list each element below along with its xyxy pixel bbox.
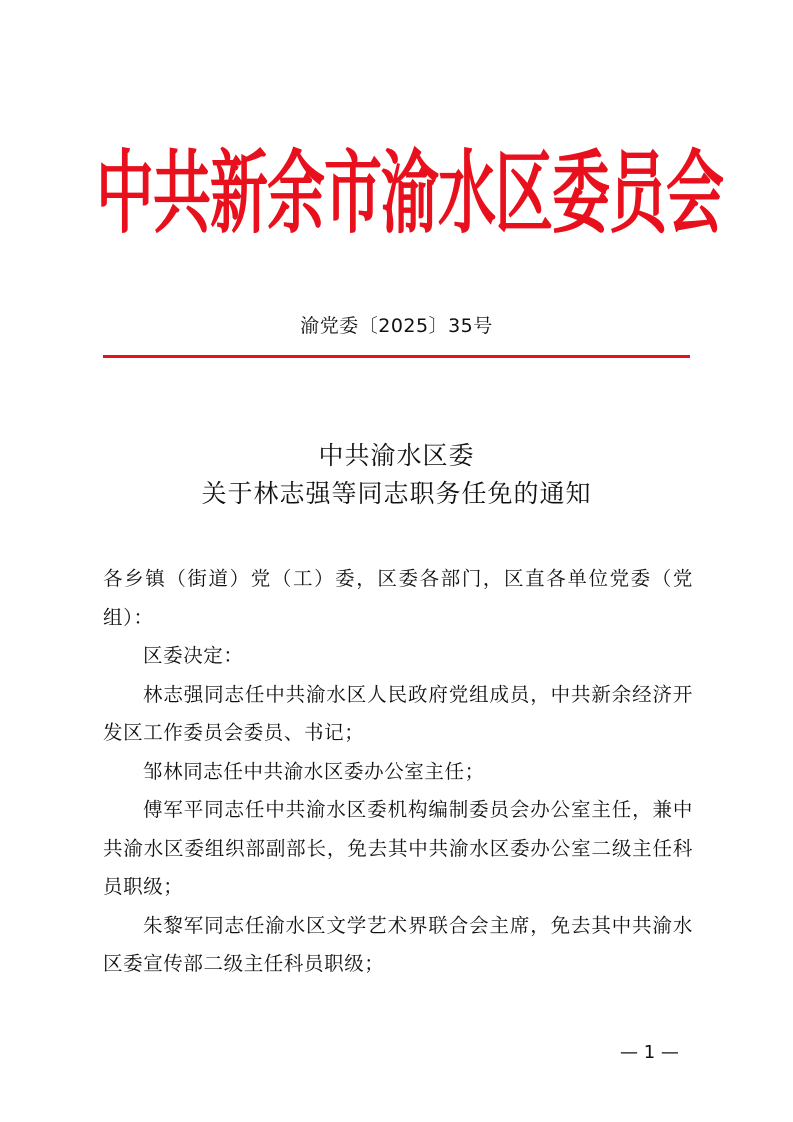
notice-title-line-2: 关于林志强等同志职务任免的通知 xyxy=(201,479,592,508)
body-paragraph: 区委决定： xyxy=(143,644,244,667)
notice-title-line-1: 中共渝水区委 xyxy=(318,441,475,470)
body-paragraph: 傅军平同志任中共渝水区委机构编制委员会办公室主任，兼中共渝水区委组织部副部长，免去其中共渝水区委办公室二级主任科员职级； xyxy=(103,798,693,898)
notice-body xyxy=(103,560,693,984)
body-paragraph: 林志强同志任中共渝水区人民政府党组成员，中共新余经济开发区工作委员会委员、书记； xyxy=(103,682,693,744)
page-number: — 1 — xyxy=(620,1042,679,1063)
addressee: 各乡镇（街道）党（工）委，区委各部门，区直各单位党委（党组）： xyxy=(103,567,693,629)
body-paragraph: 朱黎军同志任渝水区文学艺术界联合会主席，免去其中共渝水区委宣传部二级主任科员职级； xyxy=(103,913,693,975)
masthead-title: 中共新余市渝水区委员会 xyxy=(96,140,724,246)
red-divider-line xyxy=(103,355,690,358)
body-paragraph: 邹林同志任中共渝水区委办公室主任； xyxy=(143,759,485,783)
document-number: 渝党委〔2025〕35号 xyxy=(300,315,493,337)
